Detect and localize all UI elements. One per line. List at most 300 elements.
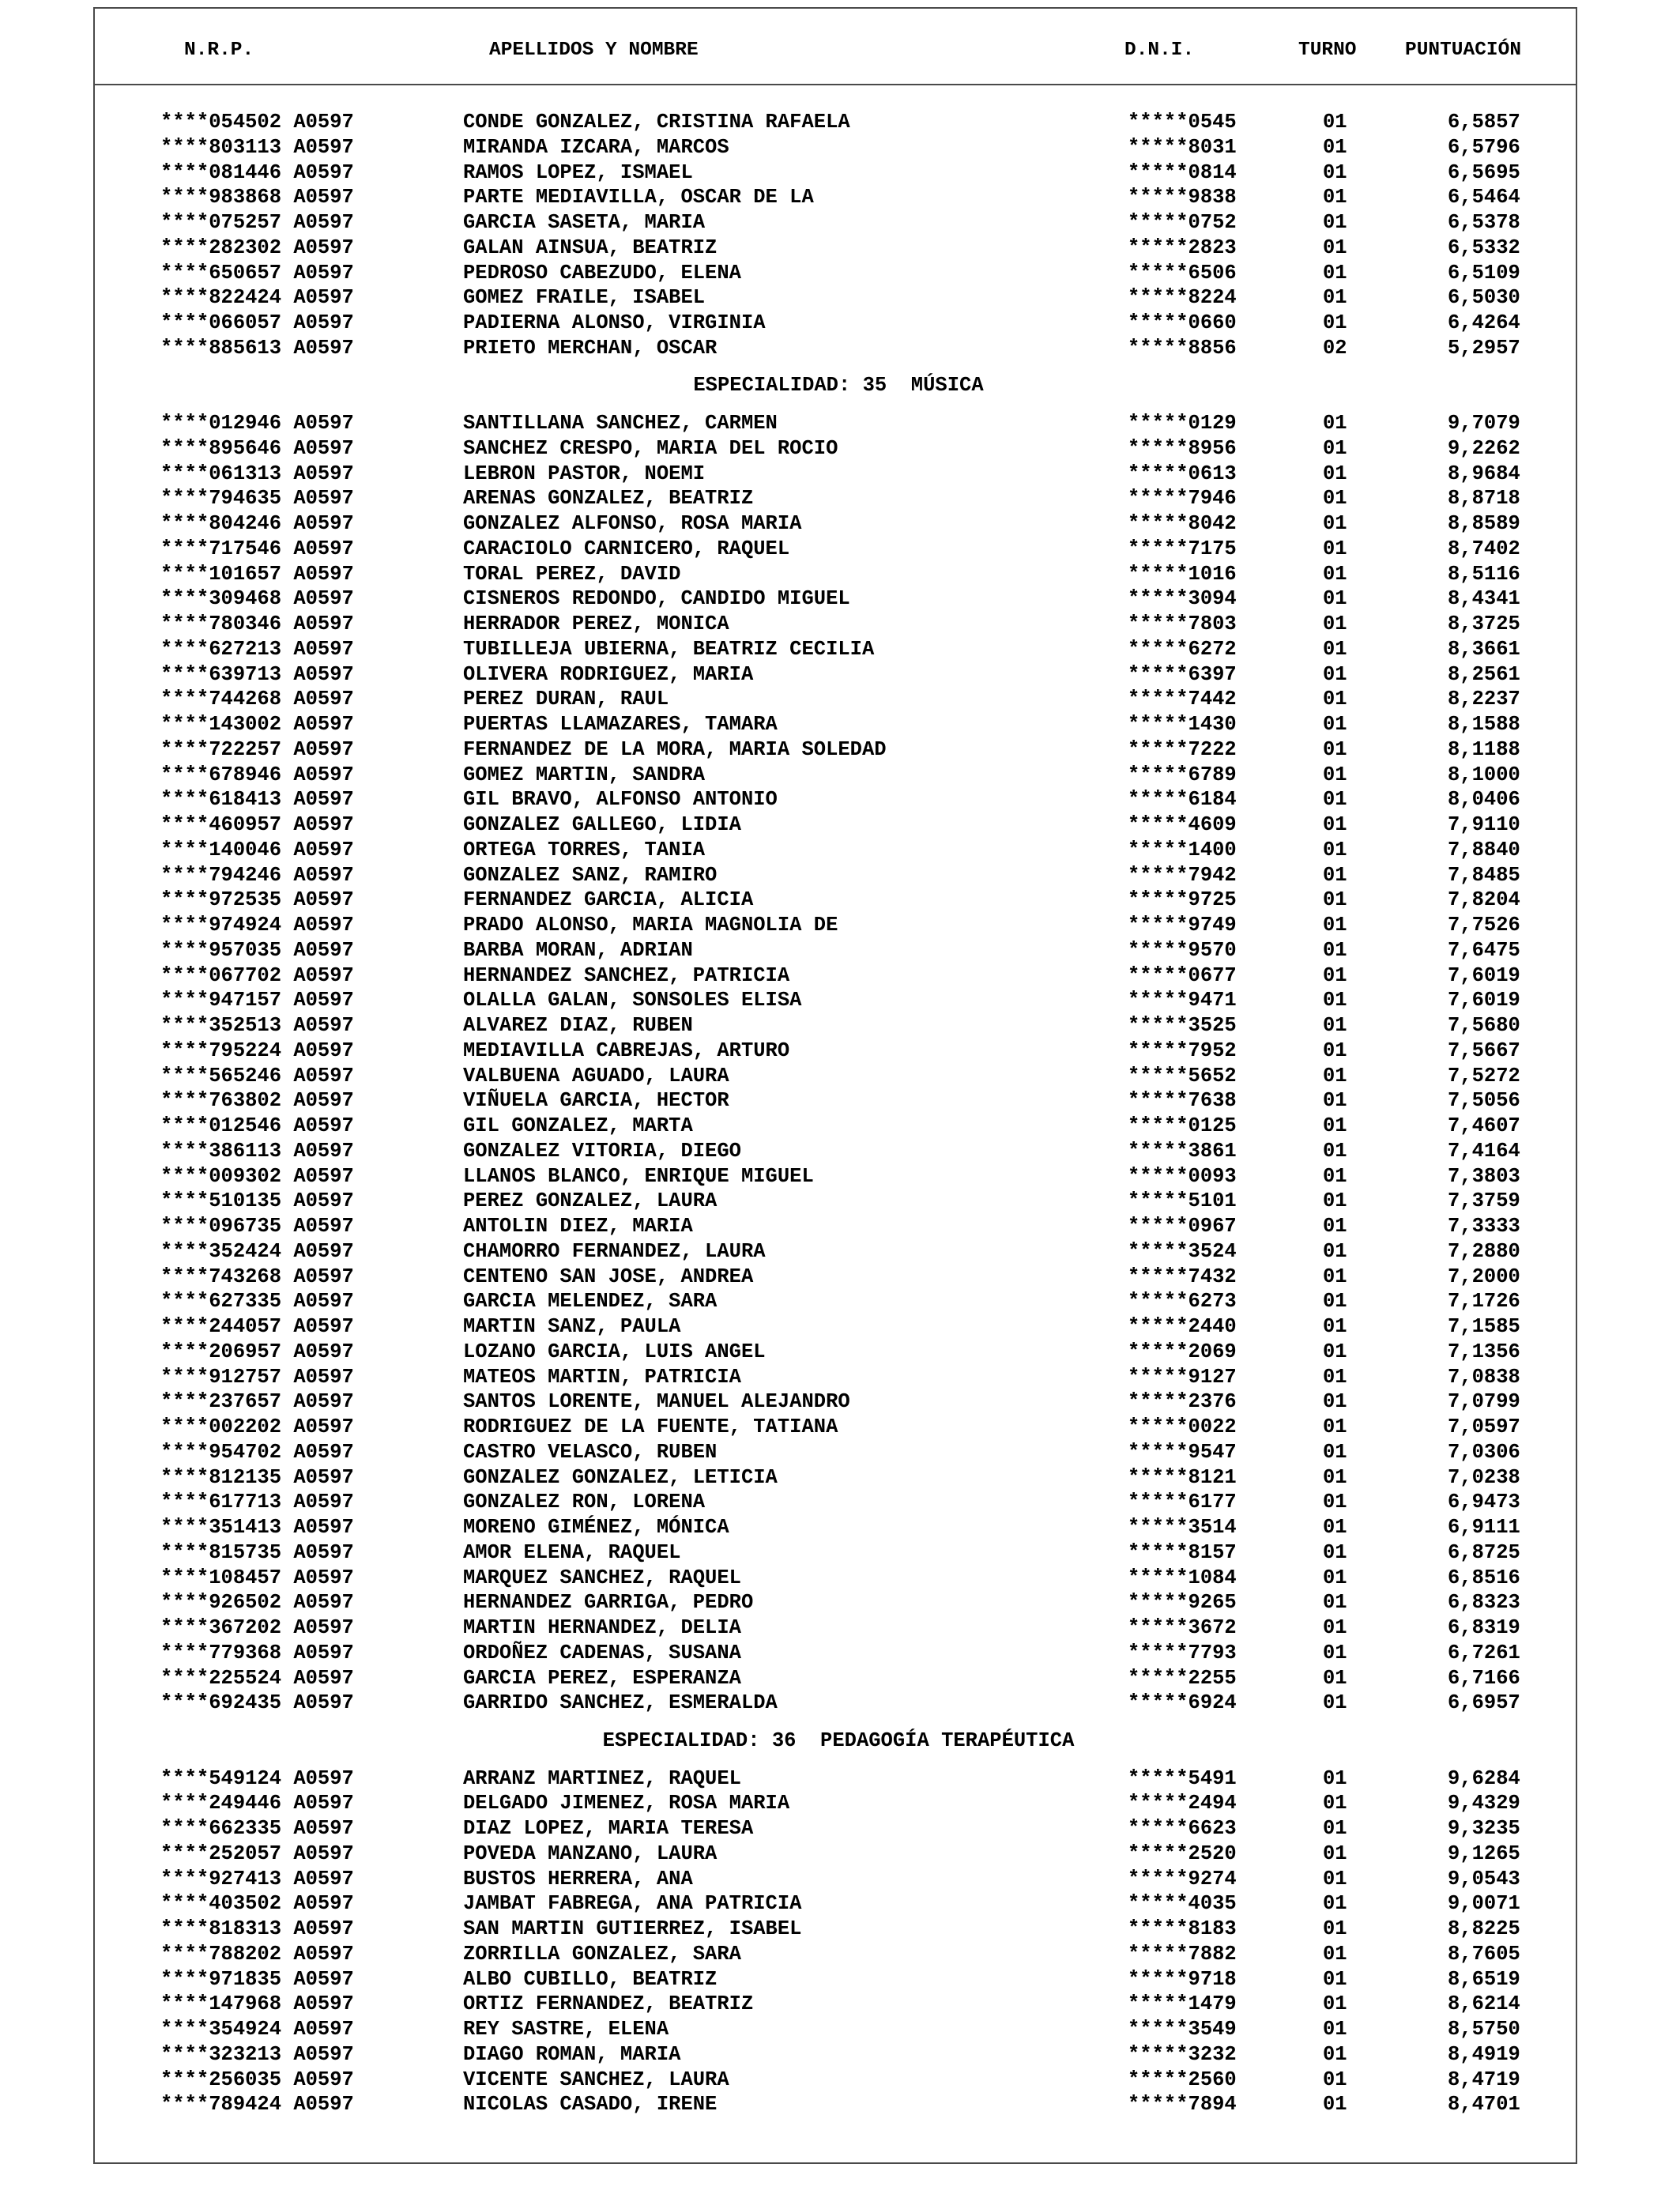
row-turno: 01 — [1323, 1064, 1347, 1088]
row-turno: 01 — [1323, 838, 1347, 861]
row-dni: *****7946 — [1128, 487, 1237, 511]
row-name: GARRIDO SANCHEZ, ESMERALDA — [463, 1691, 778, 1715]
row-nrp: ****983868 A0597 — [160, 186, 354, 209]
header-nombre: APELLIDOS Y NOMBRE — [489, 40, 699, 61]
row-turno: 01 — [1323, 1516, 1347, 1539]
row-nrp: ****627335 A0597 — [160, 1290, 354, 1314]
row-turno: 01 — [1323, 1390, 1347, 1414]
row-turno: 01 — [1323, 236, 1347, 259]
row-nrp: ****108457 A0597 — [160, 1566, 354, 1589]
row-puntuacion: 7,5056 — [1448, 1089, 1520, 1113]
row-puntuacion: 8,3725 — [1448, 613, 1520, 635]
row-puntuacion: 8,8589 — [1448, 512, 1520, 535]
row-turno: 01 — [1323, 938, 1347, 962]
row-name: BUSTOS HERRERA, ANA — [463, 1867, 693, 1891]
table-row — [95, 1265, 1576, 1290]
row-dni: *****7942 — [1128, 863, 1237, 887]
table-row — [95, 1917, 1576, 1942]
row-dni: *****8042 — [1128, 512, 1237, 535]
row-turno: 01 — [1323, 737, 1347, 761]
row-name: CONDE GONZALEZ, CRISTINA RAFAELA — [463, 111, 850, 134]
row-nrp: ****460957 A0597 — [160, 813, 354, 836]
table-row — [95, 687, 1576, 712]
table-row — [95, 537, 1576, 562]
table-row — [95, 586, 1576, 612]
row-name: HERNANDEZ SANCHEZ, PATRICIA — [463, 963, 790, 987]
row-turno: 01 — [1323, 436, 1347, 460]
row-dni: *****2560 — [1128, 2068, 1237, 2091]
row-dni: *****7442 — [1128, 688, 1237, 711]
row-turno: 01 — [1323, 1766, 1347, 1790]
table-row — [95, 787, 1576, 812]
row-name: SANTILLANA SANCHEZ, CARMEN — [463, 412, 778, 435]
table-row — [95, 1314, 1576, 1340]
table-row — [95, 1590, 1576, 1615]
row-turno: 01 — [1323, 688, 1347, 711]
row-name: POVEDA MANZANO, LAURA — [463, 1842, 718, 1865]
table-row — [95, 1415, 1576, 1440]
row-nrp: ****351413 A0597 — [160, 1516, 354, 1539]
row-puntuacion: 7,0597 — [1448, 1416, 1520, 1438]
row-puntuacion: 6,5464 — [1448, 186, 1520, 209]
row-nrp: ****323213 A0597 — [160, 2042, 354, 2066]
row-nrp: ****012946 A0597 — [160, 412, 354, 435]
row-turno: 01 — [1323, 462, 1347, 485]
table-row — [95, 511, 1576, 537]
table-row — [95, 1641, 1576, 1666]
row-turno: 01 — [1323, 1591, 1347, 1615]
row-puntuacion: 8,6214 — [1448, 1992, 1520, 2016]
row-turno: 01 — [1323, 1315, 1347, 1338]
row-name: CISNEROS REDONDO, CANDIDO MIGUEL — [463, 587, 850, 611]
row-name: FERNANDEZ GARCIA, ALICIA — [463, 888, 754, 912]
row-puntuacion: 7,2000 — [1448, 1265, 1520, 1288]
row-nrp: ****061313 A0597 — [160, 462, 354, 485]
table-row — [95, 160, 1576, 186]
row-name: PEDROSO CABEZUDO, ELENA — [463, 261, 741, 285]
row-dni: *****0129 — [1128, 412, 1237, 435]
row-nrp: ****662335 A0597 — [160, 1817, 354, 1840]
row-puntuacion: 7,3759 — [1448, 1189, 1520, 1213]
table-row — [95, 1389, 1576, 1415]
row-dni: *****0677 — [1128, 963, 1237, 987]
row-dni: *****3524 — [1128, 1239, 1237, 1263]
row-puntuacion: 8,6519 — [1448, 1967, 1520, 1991]
row-name: BARBA MORAN, ADRIAN — [463, 938, 693, 962]
table-row — [95, 562, 1576, 587]
table-row — [95, 462, 1576, 487]
row-turno: 01 — [1323, 1566, 1347, 1589]
row-nrp: ****912757 A0597 — [160, 1365, 354, 1389]
row-dni: *****8224 — [1128, 286, 1237, 310]
row-name: DELGADO JIMENEZ, ROSA MARIA — [463, 1792, 790, 1815]
table-row — [95, 612, 1576, 637]
row-puntuacion: 7,3333 — [1448, 1215, 1520, 1238]
row-turno: 01 — [1323, 1189, 1347, 1213]
table-row — [95, 185, 1576, 210]
row-turno: 01 — [1323, 1365, 1347, 1389]
row-puntuacion: 6,5796 — [1448, 135, 1520, 159]
row-nrp: ****815735 A0597 — [160, 1540, 354, 1564]
row-nrp: ****252057 A0597 — [160, 1842, 354, 1865]
row-nrp: ****066057 A0597 — [160, 311, 354, 334]
row-nrp: ****147968 A0597 — [160, 1992, 354, 2016]
table-row — [95, 236, 1576, 261]
row-nrp: ****885613 A0597 — [160, 336, 354, 360]
row-name: PADIERNA ALONSO, VIRGINIA — [463, 311, 766, 334]
row-puntuacion: 6,4264 — [1448, 311, 1520, 334]
table-row — [95, 737, 1576, 763]
row-puntuacion: 9,4329 — [1448, 1792, 1520, 1815]
table-row — [95, 110, 1576, 135]
row-name: JAMBAT FABREGA, ANA PATRICIA — [463, 1892, 802, 1916]
row-name: GALAN AINSUA, BEATRIZ — [463, 236, 718, 259]
row-name: VALBUENA AGUADO, LAURA — [463, 1064, 729, 1088]
row-turno: 01 — [1323, 1440, 1347, 1464]
row-nrp: ****002202 A0597 — [160, 1416, 354, 1438]
section-heading-row — [95, 1716, 1576, 1766]
document-frame — [93, 7, 1577, 2164]
row-turno: 01 — [1323, 1465, 1347, 1489]
row-puntuacion: 7,0799 — [1448, 1390, 1520, 1414]
row-dni: *****6272 — [1128, 637, 1237, 661]
row-nrp: ****617713 A0597 — [160, 1491, 354, 1514]
row-puntuacion: 8,4919 — [1448, 2042, 1520, 2066]
row-turno: 01 — [1323, 1215, 1347, 1238]
row-name: MEDIAVILLA CABREJAS, ARTURO — [463, 1039, 790, 1062]
row-puntuacion: 8,5750 — [1448, 2018, 1520, 2041]
row-name: ORDOÑEZ CADENAS, SUSANA — [463, 1641, 741, 1664]
row-name: GONZALEZ RON, LORENA — [463, 1491, 706, 1514]
row-nrp: ****143002 A0597 — [160, 713, 354, 736]
row-puntuacion: 6,7261 — [1448, 1641, 1520, 1664]
table-row — [95, 261, 1576, 286]
row-turno: 01 — [1323, 2042, 1347, 2066]
header-puntuacion: PUNTUACIÓN — [1405, 40, 1522, 61]
table-row — [95, 1691, 1576, 1716]
row-name: VICENTE SANCHEZ, LAURA — [463, 2068, 729, 2091]
row-nrp: ****794246 A0597 — [160, 863, 354, 887]
table-row — [95, 1992, 1576, 2017]
row-puntuacion: 9,3235 — [1448, 1817, 1520, 1840]
row-turno: 01 — [1323, 111, 1347, 134]
row-name: GONZALEZ GALLEGO, LIDIA — [463, 813, 741, 836]
row-dni: *****7638 — [1128, 1089, 1237, 1113]
row-turno: 01 — [1323, 1992, 1347, 2016]
row-turno: 01 — [1323, 286, 1347, 310]
row-puntuacion: 9,0543 — [1448, 1867, 1520, 1891]
row-puntuacion: 8,7605 — [1448, 1942, 1520, 1966]
row-turno: 01 — [1323, 1942, 1347, 1966]
row-name: GARCIA SASETA, MARIA — [463, 211, 706, 234]
row-puntuacion: 8,8225 — [1448, 1917, 1520, 1940]
row-nrp: ****788202 A0597 — [160, 1942, 354, 1966]
table-row — [95, 1842, 1576, 1867]
row-puntuacion: 6,5332 — [1448, 236, 1520, 259]
table-row — [95, 1465, 1576, 1491]
row-dni: *****4609 — [1128, 813, 1237, 836]
table-row — [95, 1239, 1576, 1265]
row-puntuacion: 7,1726 — [1448, 1290, 1520, 1314]
row-turno: 01 — [1323, 662, 1347, 686]
row-nrp: ****367202 A0597 — [160, 1616, 354, 1639]
row-turno: 01 — [1323, 2093, 1347, 2117]
row-puntuacion: 6,5030 — [1448, 286, 1520, 310]
table-row — [95, 1214, 1576, 1239]
row-dni: *****7803 — [1128, 613, 1237, 635]
row-puntuacion: 8,9684 — [1448, 462, 1520, 485]
row-puntuacion: 7,8840 — [1448, 838, 1520, 861]
row-turno: 01 — [1323, 1817, 1347, 1840]
table-row — [95, 1139, 1576, 1164]
row-nrp: ****256035 A0597 — [160, 2068, 354, 2091]
row-puntuacion: 6,8516 — [1448, 1566, 1520, 1589]
row-dni: *****7882 — [1128, 1942, 1237, 1966]
table-row — [95, 1766, 1576, 1792]
row-nrp: ****054502 A0597 — [160, 111, 354, 134]
row-nrp: ****354924 A0597 — [160, 2018, 354, 2041]
row-dni: *****2440 — [1128, 1315, 1237, 1338]
table-row — [95, 1114, 1576, 1139]
row-puntuacion: 6,5109 — [1448, 261, 1520, 285]
table-row — [95, 1365, 1576, 1390]
row-nrp: ****927413 A0597 — [160, 1867, 354, 1891]
row-name: TUBILLEJA UBIERNA, BEATRIZ CECILIA — [463, 637, 875, 661]
row-dni: *****7894 — [1128, 2093, 1237, 2117]
row-puntuacion: 8,4719 — [1448, 2068, 1520, 2091]
row-turno: 01 — [1323, 2018, 1347, 2041]
row-name: ALBO CUBILLO, BEATRIZ — [463, 1967, 718, 1991]
table-row — [95, 637, 1576, 662]
table-row — [95, 1816, 1576, 1842]
row-nrp: ****954702 A0597 — [160, 1440, 354, 1464]
row-turno: 01 — [1323, 1239, 1347, 1263]
row-dni: *****1400 — [1128, 838, 1237, 861]
row-turno: 01 — [1323, 963, 1347, 987]
row-nrp: ****717546 A0597 — [160, 537, 354, 560]
row-dni: *****8956 — [1128, 436, 1237, 460]
row-nrp: ****926502 A0597 — [160, 1591, 354, 1615]
row-puntuacion: 7,8204 — [1448, 888, 1520, 912]
table-row — [95, 1189, 1576, 1214]
row-name: REY SASTRE, ELENA — [463, 2018, 669, 2041]
table-row — [95, 712, 1576, 737]
table-row — [95, 938, 1576, 963]
row-dni: *****3861 — [1128, 1139, 1237, 1163]
row-turno: 01 — [1323, 2068, 1347, 2091]
row-nrp: ****974924 A0597 — [160, 914, 354, 937]
table-row — [95, 336, 1576, 361]
row-puntuacion: 5,2957 — [1448, 336, 1520, 360]
row-turno: 01 — [1323, 1139, 1347, 1163]
row-name: GOMEZ FRAILE, ISABEL — [463, 286, 706, 310]
row-name: CASTRO VELASCO, RUBEN — [463, 1440, 718, 1464]
row-nrp: ****244057 A0597 — [160, 1315, 354, 1338]
row-turno: 01 — [1323, 311, 1347, 334]
row-dni: *****9265 — [1128, 1591, 1237, 1615]
row-turno: 01 — [1323, 562, 1347, 586]
table-row — [95, 436, 1576, 462]
row-name: ANTOLIN DIEZ, MARIA — [463, 1215, 693, 1238]
row-turno: 01 — [1323, 1867, 1347, 1891]
row-nrp: ****794635 A0597 — [160, 487, 354, 511]
table-row — [95, 988, 1576, 1013]
row-puntuacion: 7,5680 — [1448, 1014, 1520, 1037]
table-row — [95, 812, 1576, 838]
row-puntuacion: 6,9473 — [1448, 1491, 1520, 1514]
section-heading-row — [95, 361, 1576, 412]
row-dni: *****6397 — [1128, 662, 1237, 686]
row-turno: 01 — [1323, 1616, 1347, 1639]
table-row — [95, 135, 1576, 160]
row-turno: 01 — [1323, 788, 1347, 812]
row-name: GARCIA PEREZ, ESPERANZA — [463, 1666, 741, 1690]
row-nrp: ****096735 A0597 — [160, 1215, 354, 1238]
row-nrp: ****818313 A0597 — [160, 1917, 354, 1940]
row-puntuacion: 8,7402 — [1448, 537, 1520, 560]
table-row — [95, 2068, 1576, 2093]
row-name: SANCHEZ CRESPO, MARIA DEL ROCIO — [463, 436, 838, 460]
row-puntuacion: 6,5378 — [1448, 211, 1520, 234]
row-name: MORENO GIMÉNEZ, MÓNICA — [463, 1516, 729, 1539]
row-puntuacion: 6,8725 — [1448, 1540, 1520, 1564]
row-puntuacion: 7,0838 — [1448, 1365, 1520, 1389]
row-name: PEREZ GONZALEZ, LAURA — [463, 1189, 718, 1213]
row-dni: *****3525 — [1128, 1014, 1237, 1037]
row-nrp: ****822424 A0597 — [160, 286, 354, 310]
row-turno: 01 — [1323, 186, 1347, 209]
row-name: PEREZ DURAN, RAUL — [463, 688, 669, 711]
table-row — [95, 1490, 1576, 1515]
row-turno: 01 — [1323, 1691, 1347, 1715]
row-puntuacion: 6,5857 — [1448, 111, 1520, 134]
row-turno: 01 — [1323, 1666, 1347, 1690]
row-turno: 01 — [1323, 537, 1347, 560]
row-name: PRIETO MERCHAN, OSCAR — [463, 336, 718, 360]
table-row — [95, 963, 1576, 989]
row-puntuacion: 8,1188 — [1448, 737, 1520, 761]
row-puntuacion: 7,7526 — [1448, 914, 1520, 937]
row-name: MARQUEZ SANCHEZ, RAQUEL — [463, 1566, 741, 1589]
table-row — [95, 1515, 1576, 1540]
row-dni: *****0814 — [1128, 160, 1237, 184]
row-name: MATEOS MARTIN, PATRICIA — [463, 1365, 741, 1389]
row-nrp: ****067702 A0597 — [160, 963, 354, 987]
row-nrp: ****803113 A0597 — [160, 135, 354, 159]
row-dni: *****9274 — [1128, 1867, 1237, 1891]
row-name: MARTIN SANZ, PAULA — [463, 1315, 681, 1338]
row-nrp: ****972535 A0597 — [160, 888, 354, 912]
row-name: GARCIA MELENDEZ, SARA — [463, 1290, 718, 1314]
table-row — [95, 1540, 1576, 1566]
row-puntuacion: 6,8323 — [1448, 1591, 1520, 1615]
row-dni: *****1016 — [1128, 562, 1237, 586]
row-dni: *****9570 — [1128, 938, 1237, 962]
row-name: GIL BRAVO, ALFONSO ANTONIO — [463, 788, 778, 812]
row-nrp: ****780346 A0597 — [160, 613, 354, 635]
table-row — [95, 411, 1576, 436]
row-dni: *****8183 — [1128, 1917, 1237, 1940]
row-nrp: ****618413 A0597 — [160, 788, 354, 812]
row-nrp: ****403502 A0597 — [160, 1892, 354, 1916]
row-turno: 01 — [1323, 1842, 1347, 1865]
table-row — [95, 210, 1576, 236]
table-row — [95, 863, 1576, 888]
row-dni: *****2069 — [1128, 1340, 1237, 1363]
row-dni: *****2376 — [1128, 1390, 1237, 1414]
results-list — [95, 110, 1576, 2117]
row-name: ZORRILLA GONZALEZ, SARA — [463, 1942, 741, 1966]
row-dni: *****3549 — [1128, 2018, 1237, 2041]
row-nrp: ****510135 A0597 — [160, 1189, 354, 1213]
table-row — [95, 888, 1576, 913]
row-dni: *****1084 — [1128, 1566, 1237, 1589]
row-nrp: ****744268 A0597 — [160, 688, 354, 711]
row-dni: *****3514 — [1128, 1516, 1237, 1539]
row-turno: 01 — [1323, 211, 1347, 234]
row-dni: *****9718 — [1128, 1967, 1237, 1991]
row-name: GONZALEZ GONZALEZ, LETICIA — [463, 1465, 778, 1489]
row-dni: *****8856 — [1128, 336, 1237, 360]
row-dni: *****2494 — [1128, 1792, 1237, 1815]
row-nrp: ****743268 A0597 — [160, 1265, 354, 1288]
row-puntuacion: 9,2262 — [1448, 436, 1520, 460]
section-title: ESPECIALIDAD: 35 MÚSICA — [693, 374, 984, 398]
row-puntuacion: 8,5116 — [1448, 562, 1520, 586]
table-row — [95, 1064, 1576, 1089]
row-turno: 01 — [1323, 1416, 1347, 1438]
row-puntuacion: 7,0306 — [1448, 1440, 1520, 1464]
row-turno: 01 — [1323, 713, 1347, 736]
row-puntuacion: 8,4341 — [1448, 587, 1520, 611]
row-dni: *****5652 — [1128, 1064, 1237, 1088]
row-puntuacion: 9,6284 — [1448, 1766, 1520, 1790]
row-dni: *****7432 — [1128, 1265, 1237, 1288]
row-turno: 01 — [1323, 1917, 1347, 1940]
table-row — [95, 1289, 1576, 1314]
row-name: RAMOS LOPEZ, ISMAEL — [463, 160, 693, 184]
row-puntuacion: 7,6019 — [1448, 989, 1520, 1012]
row-name: GONZALEZ VITORIA, DIEGO — [463, 1139, 741, 1163]
section-title: ESPECIALIDAD: 36 PEDAGOGÍA TERAPÉUTICA — [602, 1728, 1075, 1752]
row-dni: *****5491 — [1128, 1766, 1237, 1790]
row-turno: 01 — [1323, 1892, 1347, 1916]
row-dni: *****1430 — [1128, 713, 1237, 736]
row-nrp: ****140046 A0597 — [160, 838, 354, 861]
row-nrp: ****386113 A0597 — [160, 1139, 354, 1163]
row-nrp: ****237657 A0597 — [160, 1390, 354, 1414]
row-name: PUERTAS LLAMAZARES, TAMARA — [463, 713, 778, 736]
row-nrp: ****795224 A0597 — [160, 1039, 354, 1062]
row-dni: *****9547 — [1128, 1440, 1237, 1464]
row-turno: 01 — [1323, 1967, 1347, 1991]
row-dni: *****6623 — [1128, 1817, 1237, 1840]
row-nrp: ****352424 A0597 — [160, 1239, 354, 1263]
row-turno: 01 — [1323, 613, 1347, 635]
row-turno: 01 — [1323, 1164, 1347, 1188]
row-puntuacion: 8,3661 — [1448, 637, 1520, 661]
row-puntuacion: 7,0238 — [1448, 1465, 1520, 1489]
row-puntuacion: 6,5695 — [1448, 160, 1520, 184]
row-name: PRADO ALONSO, MARIA MAGNOLIA DE — [463, 914, 838, 937]
row-turno: 01 — [1323, 512, 1347, 535]
row-dni: *****6789 — [1128, 763, 1237, 786]
table-row — [95, 1791, 1576, 1816]
table-row — [95, 311, 1576, 336]
table-row — [95, 763, 1576, 788]
row-dni: *****8031 — [1128, 135, 1237, 159]
table-row — [95, 285, 1576, 311]
